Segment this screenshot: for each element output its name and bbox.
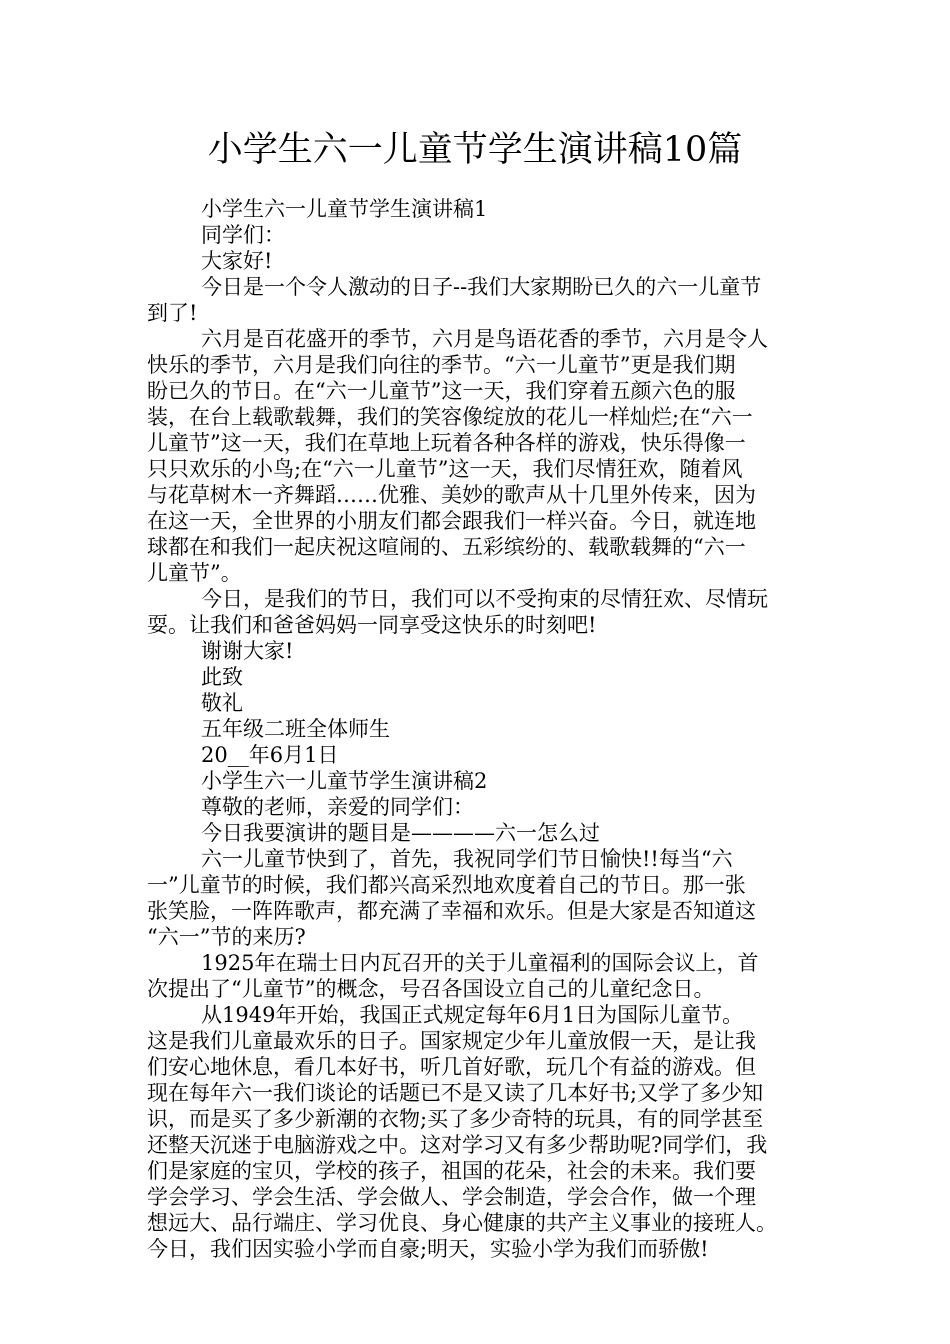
text-line: 今日我要演讲的题目是————六一怎么过 [201, 821, 600, 845]
text-line: 与花草树木一齐舞蹈……优雅、美妙的歌声从十几里外传来，因为 [147, 483, 756, 507]
text-line: 六一儿童节快到了，首先，我祝同学们节日愉快!!每当“六 [201, 847, 733, 871]
text-line: 识，而是买了多少新潮的衣物;买了多少奇特的玩具，有的同学甚至 [147, 1107, 764, 1131]
text-line: 小学生六一儿童节学生演讲稿1 [201, 197, 488, 221]
text-line: 们安心地休息，看几本好书，听几首好歌，玩几个有益的游戏。但 [147, 1055, 756, 1079]
text-line: 想远大、品行端庄、学习优良、身心健康的共产主义事业的接班人。 [147, 1211, 777, 1235]
text-line: 快乐的季节，六月是我们向往的季节。“六一儿童节”更是我们期 [147, 353, 736, 377]
text-line: 敬礼 [201, 691, 243, 715]
text-line: 一”儿童节的时候，我们都兴高采烈地欢度着自己的节日。那一张 [147, 873, 746, 897]
text-line: 盼已久的节日。在“六一儿童节”这一天，我们穿着五颜六色的服 [147, 379, 736, 403]
text-line: 六月是百花盛开的季节，六月是鸟语花香的季节，六月是令人 [201, 327, 768, 351]
text-line: 今日是一个令人激动的日子--我们大家期盼已久的六一儿童节 [201, 275, 762, 299]
text-line: 儿童节”这一天，我们在草地上玩着各种各样的游戏，快乐得像一 [147, 431, 746, 455]
text-line: 张笑脸，一阵阵歌声，都充满了幸福和欢乐。但是大家是否知道这 [147, 899, 756, 923]
text-line: 在这一天，全世界的小朋友们都会跟我们一样兴奋。今日，就连地 [147, 509, 756, 533]
text-line: 装，在台上载歌载舞，我们的笑容像绽放的花儿一样灿烂;在“六一 [147, 405, 753, 429]
text-line: 小学生六一儿童节学生演讲稿2 [201, 769, 488, 793]
text-line: 次提出了“儿童节”的概念，号召各国设立自己的儿童纪念日。 [147, 977, 715, 1001]
document-body [147, 196, 823, 1262]
text-line: 们是家庭的宝贝，学校的孩子，祖国的花朵，社会的未来。我们要 [147, 1159, 756, 1183]
text-line: 今日，我们因实验小学而自豪;明天，实验小学为我们而骄傲! [147, 1237, 709, 1261]
text-line: 到了! [147, 301, 198, 325]
text-line: 大家好! [201, 249, 273, 273]
text-line: 20__年6月1日 [201, 743, 339, 767]
document-title: 小学生六一儿童节学生演讲稿10篇 [207, 130, 743, 170]
text-line: 现在每年六一我们谈论的话题已不是又读了几本好书;又学了多少知 [147, 1081, 764, 1105]
text-line: 从1949年开始，我国正式规定每年6月1日为国际儿童节。 [201, 1003, 744, 1027]
text-line: 五年级二班全体师生 [201, 717, 390, 741]
text-line: 1925年在瑞士日内瓦召开的关于儿童福利的国际会议上，首 [201, 951, 759, 975]
text-line: 同学们： [201, 223, 285, 247]
text-line: 此致 [201, 665, 243, 689]
text-line: 只只欢乐的小鸟;在“六一儿童节”这一天，我们尽情狂欢，随着风 [147, 457, 743, 481]
text-line: 谢谢大家! [201, 639, 294, 663]
text-line: 耍。让我们和爸爸妈妈一同享受这快乐的时刻吧! [147, 613, 597, 637]
text-line: 还整天沉迷于电脑游戏之中。这对学习又有多少帮助呢?同学们，我 [147, 1133, 768, 1157]
text-line: 这是我们儿童最欢乐的日子。国家规定少年儿童放假一天，是让我 [147, 1029, 756, 1053]
text-line: 球都在和我们一起庆祝这喧闹的、五彩缤纷的、载歌载舞的“六一 [147, 535, 746, 559]
text-line: 儿童节”。 [147, 561, 242, 585]
text-line: 学会学习、学会生活、学会做人、学会制造，学会合作，做一个理 [147, 1185, 756, 1209]
text-line: 尊敬的老师，亲爱的同学们： [201, 795, 474, 819]
text-line: “六一”节的来历? [147, 925, 306, 949]
text-line: 今日，是我们的节日，我们可以不受拘束的尽情狂欢、尽情玩 [201, 587, 768, 611]
